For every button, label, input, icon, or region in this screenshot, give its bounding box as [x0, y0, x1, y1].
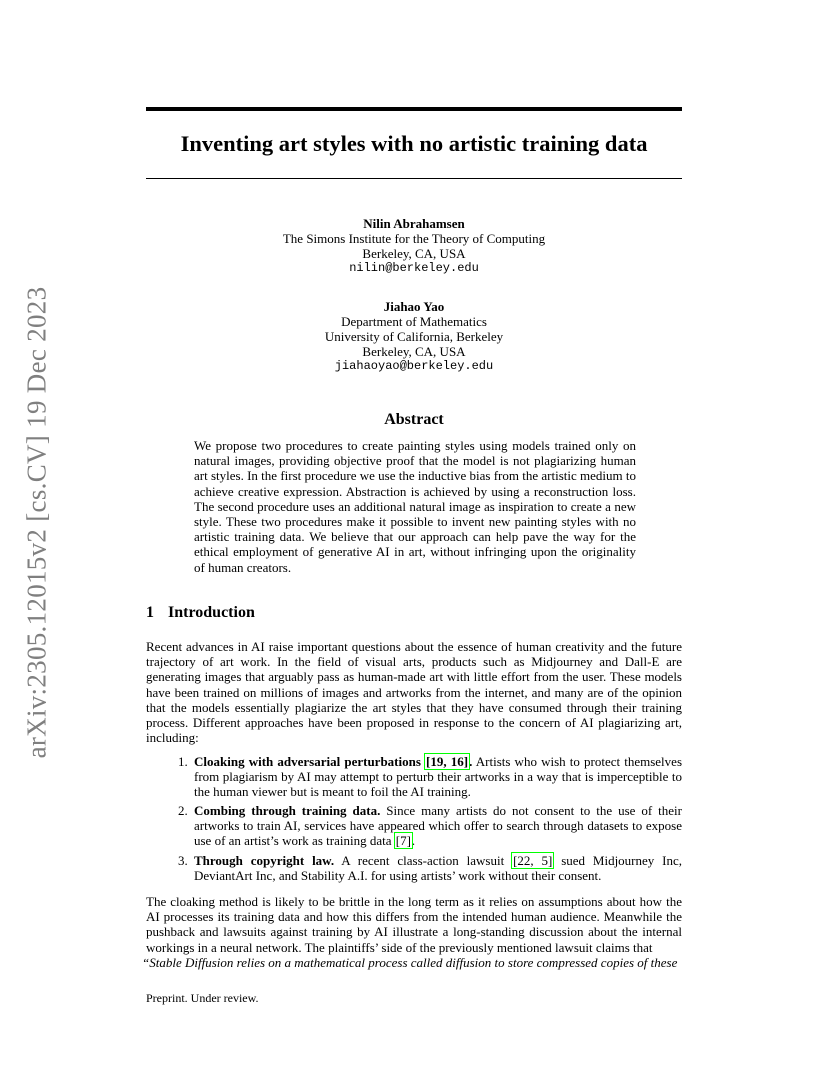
list-item-body: Artists who wish to protect themselves from plagiarism by AI may attempt to perturb their artworks in a way that is imperceptible to the human viewer but is meant to foil the AI training. — [194, 754, 682, 800]
list-item-body: A recent class-action lawsuit — [334, 853, 513, 868]
author-affiliation: The Simons Institute for the Theory of Computing — [282, 231, 546, 246]
intro-paragraph: Recent advances in AI raise important questions about the essence of human creativity and the future trajectory of art work. In the field of visual arts, products such as Midjourney and Dall-E are generating images that arguably pass as human-made art with little effort from the user. These models have been trained on millions of images and artworks from the internet, and many are of the opinion that the models essentially plagiarize the art styles that they have consumed through their training process. Different approaches have been proposed in response to the concern of AI plagiarizing art, including: — [146, 639, 682, 746]
list-item-body-end: . — [411, 833, 416, 849]
author-department: Department of Mathematics — [341, 314, 487, 329]
list-item-bold: Combing through training data. — [194, 803, 381, 818]
author-location: Berkeley, CA, USA — [362, 246, 466, 261]
citation-link[interactable]: [19, 16] — [426, 754, 469, 769]
list-marker: 1. — [178, 754, 188, 769]
author-email[interactable]: jiahaoyao@berkeley.edu — [334, 359, 494, 373]
list-item — [178, 853, 682, 883]
list-item — [178, 754, 682, 800]
list-item-bold: Cloaking with adversarial perturbations — [194, 754, 421, 769]
author-name: Nilin Abrahamsen — [363, 216, 465, 231]
list-marker: 3. — [178, 853, 188, 868]
list-item-bold: Through copyright law. — [194, 853, 335, 868]
list-item-body-end: sued Midjourney Inc, DeviantArt Inc, and Stability A.I. for using artists’ work without their consent. — [194, 853, 682, 884]
section-number: 1 — [146, 604, 154, 621]
author-block-2 — [146, 299, 682, 374]
title-top-rule — [146, 107, 682, 111]
author-block-1 — [146, 216, 682, 276]
author-name: Jiahao Yao — [383, 299, 445, 314]
author-email[interactable]: nilin@berkeley.edu — [349, 261, 479, 275]
abstract-body: We propose two procedures to create painting styles using models trained only on natural images, providing objective proof that the model is not plagiarizing human art styles. In the first procedure we use the inductive bias from the artistic medium to achieve creative expression. Abstraction is achieved by using a reconstruction loss. The second procedure uses an additional natural image as inspiration to create a new style. These two procedures make it possible to invent new painting styles with no artistic training data. We believe that our approach can help pave the way for the ethical employment of generative AI in art, without infringing upon the originality of human creators. — [194, 438, 636, 575]
section-title: Introduction — [168, 604, 255, 621]
list-item-bold-punct: . — [469, 754, 473, 769]
list-item-text — [194, 853, 682, 883]
section-heading — [146, 604, 255, 622]
list-item — [178, 803, 682, 849]
arxiv-identifier-text: arXiv:2305.12015v2 [cs.CV] 19 Dec 2023 — [21, 286, 52, 759]
list-item-text — [194, 803, 682, 849]
citation-link[interactable]: [22, 5] — [513, 853, 553, 868]
list-item-text — [194, 754, 682, 800]
quote-line: “Stable Diffusion relies on a mathematical process called diffusion to store compressed copies of these — [142, 955, 678, 970]
title-bottom-rule — [146, 178, 682, 179]
author-location: Berkeley, CA, USA — [362, 344, 466, 359]
author-affiliation: University of California, Berkeley — [324, 329, 504, 344]
list-marker: 2. — [178, 803, 188, 818]
list-item-body: Since many artists do not consent to the use of their artworks to train AI, services have appeared which offer to search through datasets to expose use of an artist’s work as training data — [194, 803, 682, 849]
arxiv-identifier-stamp — [14, 285, 60, 760]
closing-paragraph: The cloaking method is likely to be brittle in the long term as it relies on assumptions about how the AI processes its training data and how this differs from the intended human audience. Meanwhile the pushback and lawsuits against training by AI illustrate a long-standing discussion about the internal workings in a neural network. The plaintiffs’ side of the previously mentioned lawsuit claims that — [146, 894, 682, 955]
abstract-heading: Abstract — [384, 411, 444, 428]
paper-title: Inventing art styles with no artistic training data — [180, 131, 648, 156]
footer-note: Preprint. Under review. — [146, 991, 259, 1005]
citation-link[interactable]: [7] — [395, 833, 411, 849]
